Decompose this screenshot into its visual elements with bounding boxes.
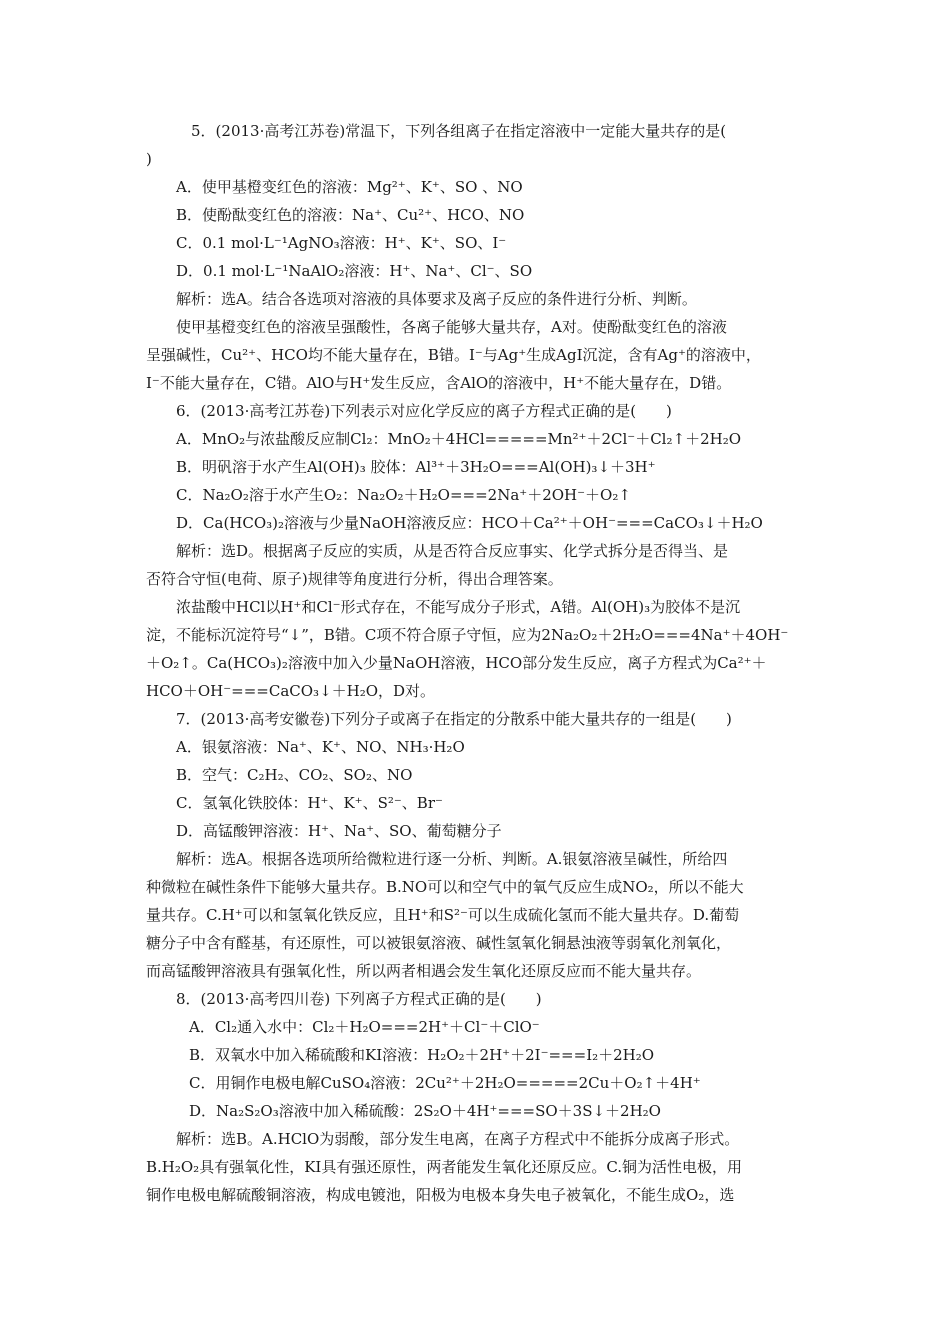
q7-analysis: 解析：选A。根据各选项所给微粒进行逐一分析、判断。A.银氨溶液呈碱性，所给四 bbox=[176, 850, 728, 868]
q5-analysis-line: 呈强碱性，Cu²⁺、HCO均不能大量存在，B错。I⁻与Ag⁺生成AgI沉淀，含有Ag⁺的溶液中， bbox=[146, 346, 761, 364]
q8-stem: 8．(2013·高考四川卷) 下列离子方程式正确的是( ) bbox=[176, 990, 542, 1008]
q7-analysis-line: 量共存。C.H⁺可以和氢氧化铁反应，且H⁺和S²⁻可以生成硫化氢而不能大量共存。D.葡萄 bbox=[146, 906, 740, 924]
q6-analysis: 解析：选D。根据离子反应的实质，从是否符合反应事实、化学式拆分是否得当、是 bbox=[176, 542, 729, 560]
q7-analysis-line: 糖分子中含有醛基，有还原性，可以被银氨溶液、碱性氢氧化铜悬浊液等弱氧化剂氧化， bbox=[146, 934, 732, 952]
q5-option-b: B．使酚酞变红色的溶液：Na⁺、Cu²⁺、HCO、NO bbox=[176, 206, 525, 224]
q7-option-b: B．空气：C₂H₂、CO₂、SO₂、NO bbox=[176, 766, 413, 784]
q6-option-c: C．Na₂O₂溶于水产生O₂：Na₂O₂＋H₂O===2Na⁺＋2OH⁻＋O₂↑ bbox=[176, 486, 631, 504]
q5-option-d: D．0.1 mol·L⁻¹NaAlO₂溶液：H⁺、Na⁺、Cl⁻、SO bbox=[176, 262, 533, 280]
q6-option-d: D．Ca(HCO₃)₂溶液与少量NaOH溶液反应：HCO＋Ca²⁺＋OH⁻===CaCO₃↓＋H₂O bbox=[176, 514, 763, 532]
q6-analysis-line: 淀，不能标沉淀符号“↓”，B错。C项不符合原子守恒，应为2Na₂O₂＋2H₂O===4Na⁺＋4OH⁻ bbox=[146, 626, 789, 644]
q7-analysis-line: 而高锰酸钾溶液具有强氧化性，所以两者相遇会发生氧化还原反应而不能大量共存。 bbox=[146, 962, 702, 980]
q5-analysis: 解析：选A。结合各选项对溶液的具体要求及离子反应的条件进行分析、判断。 bbox=[176, 290, 697, 308]
q6-analysis-line: ＋O₂↑。Ca(HCO₃)₂溶液中加入少量NaOH溶液，HCO部分发生反应，离子方程式为Ca²⁺＋ bbox=[146, 654, 767, 672]
q7-option-c: C．氢氧化铁胶体：H⁺、K⁺、S²⁻、Br⁻ bbox=[176, 794, 443, 812]
q8-analysis-line: B.H₂O₂具有强氧化性，KI具有强还原性，两者能发生氧化还原反应。C.铜为活性电极，用 bbox=[146, 1158, 743, 1176]
q6-analysis-line: HCO＋OH⁻===CaCO₃↓＋H₂O，D对。 bbox=[146, 682, 436, 700]
q6-option-b: B．明矾溶于水产生Al(OH)₃ 胶体：Al³⁺＋3H₂O===Al(OH)₃↓＋3H⁺ bbox=[176, 458, 656, 476]
q8-option-d: D．Na₂S₂O₃溶液中加入稀硫酸：2S₂O＋4H⁺===SO＋3S↓＋2H₂O bbox=[189, 1102, 661, 1120]
q8-analysis-line: 铜作电极电解硫酸铜溶液，构成电镀池，阳极为电极本身失电子被氧化，不能生成O₂，选 bbox=[146, 1186, 735, 1204]
q8-option-c: C．用铜作电极电解CuSO₄溶液：2Cu²⁺＋2H₂O=====2Cu＋O₂↑＋4H⁺ bbox=[189, 1074, 701, 1092]
q7-option-d: D．高锰酸钾溶液：H⁺、Na⁺、SO、葡萄糖分子 bbox=[176, 822, 502, 840]
q7-stem: 7．(2013·高考安徽卷)下列分子或离子在指定的分散系中能大量共存的一组是( ) bbox=[176, 710, 732, 728]
q5-option-a: A．使甲基橙变红色的溶液：Mg²⁺、K⁺、SO 、NO bbox=[176, 178, 523, 196]
q6-analysis-line: 否符合守恒(电荷、原子)规律等角度进行分析，得出合理答案。 bbox=[146, 570, 563, 588]
q7-option-a: A．银氨溶液：Na⁺、K⁺、NO、NH₃·H₂O bbox=[176, 738, 465, 756]
q5-stem-end: ) bbox=[146, 150, 152, 168]
q8-analysis: 解析：选B。A.HClO为弱酸，部分发生电离，在离子方程式中不能拆分成离子形式。 bbox=[176, 1130, 740, 1148]
q5-stem: 5．(2013·高考江苏卷)常温下，下列各组离子在指定溶液中一定能大量共存的是( bbox=[176, 122, 727, 140]
q5-analysis-line: 使甲基橙变红色的溶液呈强酸性，各离子能够大量共存，A对。使酚酞变红色的溶液 bbox=[176, 318, 727, 336]
q8-option-a: A．Cl₂通入水中：Cl₂＋H₂O===2H⁺＋Cl⁻＋ClO⁻ bbox=[189, 1018, 540, 1036]
q5-analysis-line: I⁻不能大量存在，C错。AlO与H⁺发生反应，含AlO的溶液中，H⁺不能大量存在，D错。 bbox=[146, 374, 732, 392]
q6-option-a: A．MnO₂与浓盐酸反应制Cl₂：MnO₂＋4HCl=====Mn²⁺＋2Cl⁻＋Cl₂↑＋2H₂O bbox=[176, 430, 741, 448]
q7-analysis-line: 种微粒在碱性条件下能够大量共存。B.NO可以和空气中的氧气反应生成NO₂，所以不能大 bbox=[146, 878, 744, 896]
q8-option-b: B．双氧水中加入稀硫酸和KI溶液：H₂O₂＋2H⁺＋2I⁻===I₂＋2H₂O bbox=[189, 1046, 655, 1064]
q6-analysis-line: 浓盐酸中HCl以H⁺和Cl⁻形式存在，不能写成分子形式，A错。Al(OH)₃为胶体不是沉 bbox=[176, 598, 741, 616]
q6-stem: 6．(2013·高考江苏卷)下列表示对应化学反应的离子方程式正确的是( ) bbox=[176, 402, 672, 420]
q5-option-c: C．0.1 mol·L⁻¹AgNO₃溶液：H⁺、K⁺、SO、I⁻ bbox=[176, 234, 507, 252]
